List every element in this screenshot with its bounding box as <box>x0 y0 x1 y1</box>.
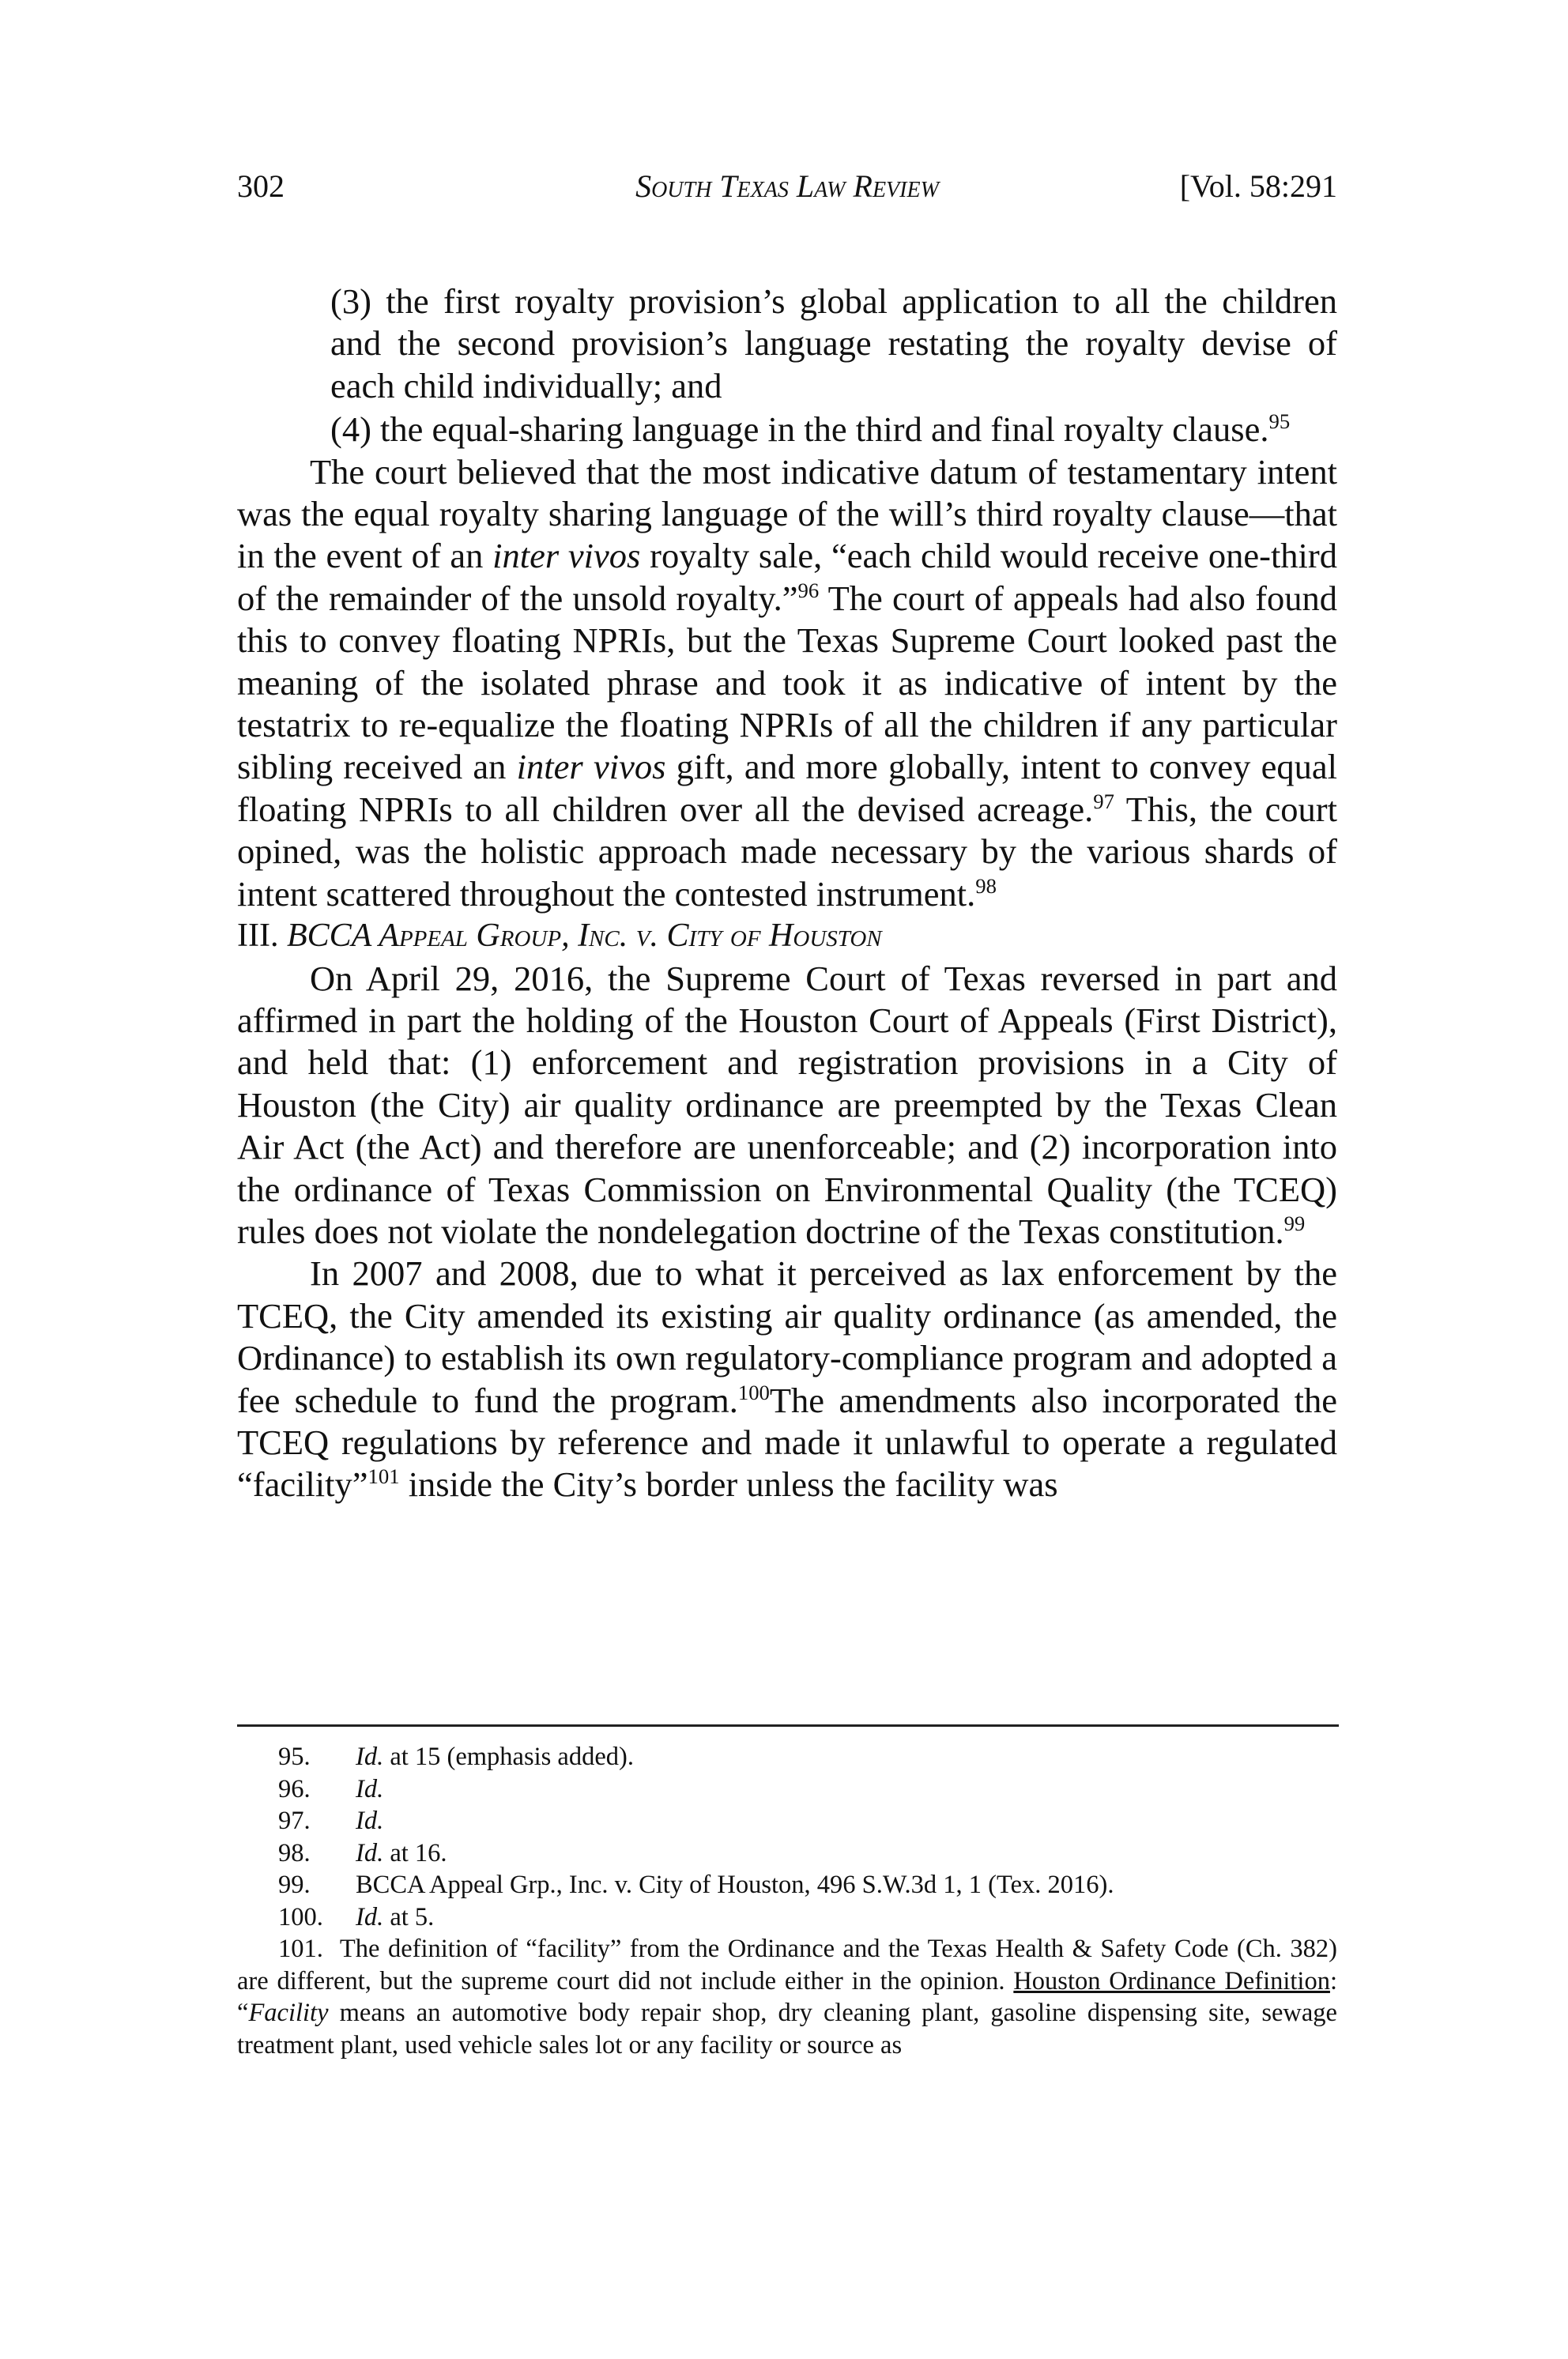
paragraph-text: The court believed that the most indicative datum of testamentary intent was the equal royalty sharing language of the will’s third royalty clause—that in the event of an <box>237 451 1337 576</box>
paragraph-text: On April 29, 2016, the Supreme Court of Texas reversed in part and affirmed in part the holding of the Houston Court of Appeals (First District), and held that: (1) enforcement and registration provisions in a City of Houston (the City) air quality ordinance are preempted by the Texas Clean Air Act (the Act) and therefore are unenforceable; and (2) incorporation into the ordinance of Texas Commission on Environmental Quality (the TCEQ) rules does not violate the nondelegation doctrine of the Texas constitution. <box>237 958 1337 1251</box>
footnote-italic: Id. <box>356 1838 384 1867</box>
paragraph-ordinance <box>237 1253 1337 1505</box>
volume-citation: [Vol. 58:291 <box>1179 168 1337 204</box>
footnote-ref-98[interactable]: 98 <box>975 873 997 898</box>
paragraph-court-intent <box>237 451 1337 915</box>
section-heading <box>237 915 1337 957</box>
paragraph-text: This, the court opined, was the holistic approach made necessary by the various shards of intent scattered throughout the contested instrument. <box>237 789 1337 914</box>
footnote-text: at 5. <box>383 1902 435 1931</box>
footnote-ref-96[interactable]: 96 <box>797 578 820 603</box>
footnote-100 <box>237 1901 1337 1934</box>
footnote-ref-95[interactable]: 95 <box>1268 409 1291 434</box>
footnote-ref-99[interactable]: 99 <box>1283 1212 1306 1236</box>
journal-title: South Texas Law Review <box>635 168 939 204</box>
footnote-italic: Id. <box>356 1902 384 1931</box>
footnote-text: : “ <box>237 1966 1337 2027</box>
list-item-4-text: (4) the equal-sharing language in the third and final royalty clause. <box>330 409 1269 450</box>
footnote-italic: Id. <box>356 1743 384 1771</box>
footnote-underlined: Houston Ordinance Definition <box>1013 1966 1330 1995</box>
paragraph-holding <box>237 958 1337 1253</box>
footnote-ref-97[interactable]: 97 <box>1093 789 1114 814</box>
footnote-ref-100[interactable]: 100 <box>737 1380 770 1404</box>
paragraph-text: The court of appeals had also found this to convey floating NPRIs, but the Texas Supreme Court looked past the meaning of the isolated phrase and took it as indicative of intent by the testatrix to re-equalize the floating NPRIs of all the children if any particular sibling received an <box>237 578 1337 787</box>
paragraph-text: royalty sale, “each child would receive one-third of the remainder of the unsold royalty.” <box>237 536 1337 618</box>
footnote-italic: Id. <box>356 1774 384 1803</box>
footnote-98 <box>237 1837 1337 1870</box>
footnote-text: BCCA Appeal Grp., Inc. v. City of Houston, 496 S.W.3d 1, 1 (Tex. 2016). <box>356 1871 1114 1899</box>
footnote-99 <box>237 1869 1337 1901</box>
paragraph-text: gift, and more globally, intent to convey equal floating NPRIs to all children over all the devised acreage. <box>237 747 1337 829</box>
footnote-95 <box>237 1741 1337 1773</box>
article-body <box>237 281 1337 1506</box>
list-item-4 <box>237 409 1337 450</box>
footnote-number: 98. <box>278 1838 311 1867</box>
footnote-text: at 16. <box>383 1838 447 1867</box>
footnote-text: The definition of “facility” from the Ordinance and the Texas Health & Safety Code (Ch. 382) are different, but the supreme court did not include either in the opinion. <box>237 1935 1338 1995</box>
footnote-text: means an automotive body repair shop, dry cleaning plant, gasoline dispensing site, sewage treatment plant, used vehicle sales lot or any facility or source as <box>237 1999 1337 2059</box>
footnote-italic: Facility <box>248 1999 329 2027</box>
footnote-number: 96. <box>278 1774 311 1803</box>
footnote-italic: Id. <box>356 1807 384 1835</box>
section-title: BCCA Appeal Group, Inc. v. City of Houston <box>286 918 882 955</box>
footnote-101 <box>237 1933 1337 2061</box>
list-item-3: (3) the first royalty provision’s global application to all the children and the second provision’s language restating the royalty devise of each child individually; and <box>330 281 1337 405</box>
footnote-number: 101. <box>278 1935 323 1963</box>
footnote-97 <box>237 1805 1337 1837</box>
paragraph-text: In 2007 and 2008, due to what it perceived as lax enforcement by the TCEQ, the City amended its existing air quality ordinance (as amended, the Ordinance) to establish its own regulatory-compliance program and adopted a fee schedule to fund the program. <box>237 1253 1337 1420</box>
footnote-number: 100. <box>278 1902 323 1931</box>
footnote-number: 99. <box>278 1871 311 1899</box>
footnote-divider <box>237 1724 1339 1727</box>
footnote-ref-101[interactable]: 101 <box>368 1464 400 1489</box>
footnote-number: 97. <box>278 1807 311 1835</box>
footnote-number: 95. <box>278 1743 311 1771</box>
footnotes <box>237 1741 1337 2061</box>
paragraph-text: inside the City’s border unless the facility was <box>399 1464 1058 1505</box>
italic-phrase: inter vivos <box>492 536 641 576</box>
footnote-text: at 15 (emphasis added). <box>383 1743 634 1771</box>
page-number: 302 <box>237 168 285 204</box>
section-number: III. <box>237 918 279 955</box>
paragraph-text: The amendments also incorporated the TCEQ regulations by reference and made it unlawful to operate a regulated “facility” <box>237 1380 1338 1505</box>
footnote-96 <box>237 1773 1337 1806</box>
running-header <box>237 168 1337 212</box>
italic-phrase: inter vivos <box>516 747 666 787</box>
